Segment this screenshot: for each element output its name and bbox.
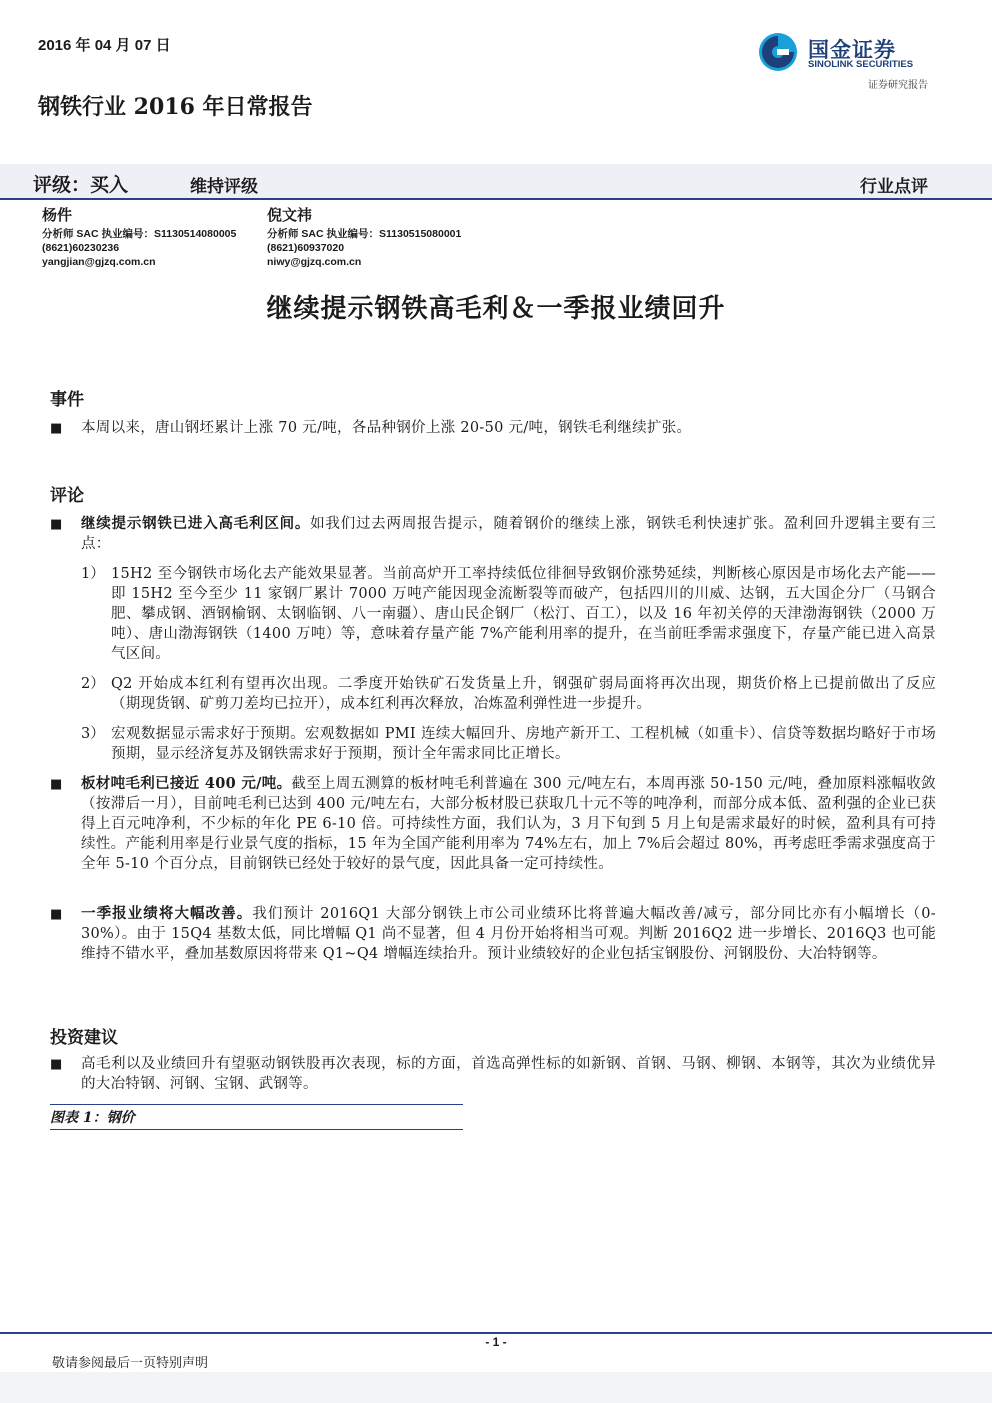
disclaimer-link[interactable]: 敬请参阅最后一页特别声明 bbox=[52, 1356, 209, 1371]
advice-paragraph: 高毛利以及业绩回升有望驱动钢铁股再次表现，标的方面，首选高弹性标的如新钢、首钢、马钢、柳钢、本钢等，其次为业绩优异的大冶特钢、河钢、宝钢、武钢等。 bbox=[81, 1056, 936, 1092]
headline: 继续提示钢铁高毛利＆一季报业绩回升 bbox=[266, 294, 726, 324]
comment-paragraph-1 bbox=[81, 514, 936, 554]
rating-divider bbox=[0, 198, 992, 200]
list-item: Q2 开始成本红利有望再次出现。二季度开始铁矿石发货量上升，钢强矿弱局面将再次出现，期货价格上已提前做出了反应（期现货钢、矿剪刀差均已拉开），成本红利再次释放，冶炼盈利弹性进一步提升。 bbox=[111, 676, 936, 712]
analyst-email[interactable]: yangjian@gjzq.com.cn bbox=[42, 256, 156, 268]
footer-band bbox=[0, 1372, 992, 1403]
page-number: - 1 - bbox=[485, 1335, 507, 1349]
report-category: 行业点评 bbox=[860, 177, 928, 197]
bullet-icon: ■ bbox=[50, 421, 63, 436]
list-item-number: 2） bbox=[81, 676, 105, 692]
paragraph-lead: 继续提示钢铁已进入高毛利区间。 bbox=[81, 515, 311, 532]
event-paragraph: 本周以来，唐山钢坯累计上涨 70 元/吨，各品种钢价上涨 20-50 元/吨，钢铁毛利继续扩张。 bbox=[81, 420, 692, 436]
analyst-name: 倪文祎 bbox=[267, 206, 313, 224]
analyst-name: 杨件 bbox=[42, 206, 73, 224]
list-item: 宏观数据显示需求好于预期。宏观数据如 PMI 连续大幅回升、房地产新开工、工程机械（如重卡）、信贷等数据均略好于市场预期，显示经济复苏及钢铁需求好于预期，预计全年需求同比正增长。 bbox=[111, 726, 936, 762]
report-date: 2016 年 04 月 07 日 bbox=[38, 37, 171, 54]
comment-paragraph-2 bbox=[81, 774, 936, 874]
footer-divider bbox=[0, 1332, 992, 1334]
bullet-icon: ■ bbox=[50, 907, 63, 922]
section-heading-event: 事件 bbox=[50, 390, 84, 410]
analyst-card bbox=[42, 208, 236, 269]
figure-rule-top bbox=[50, 1104, 463, 1105]
bullet-icon: ■ bbox=[50, 1057, 63, 1072]
section-heading-comment: 评论 bbox=[50, 486, 84, 506]
report-title: 钢铁行业 2016 年日常报告 bbox=[38, 94, 313, 120]
analyst-card bbox=[267, 208, 461, 269]
list-item-number: 3） bbox=[81, 726, 105, 742]
figure-rule-bottom bbox=[50, 1129, 463, 1130]
paragraph-text: 截至上周五测算的板材吨毛利普遍在 300 元/吨左右，本周再涨 50-150 元/吨，叠加原料涨幅收敛（按滞后一月），目前吨毛利已达到 400 元/吨左右，大部分板材股已获取几十元不等的吨净利，而部分成本低、盈利强的企业已获得上百元吨净利，不少标的年化 PE 6-10 倍。可持续性方面，我们认为，3 月下旬到 5 月上旬是需求最好的时候，盈利具有可持续性。产能利用率是行业景气度的指标，15 年为全国产能利用率为 74%左右，加上 7%后会超过 80%，再考虑旺季需求强度高于全年 5-10 个百分点，目前钢铁已经处于较好的景气度，因此具备一定可持续性。 bbox=[81, 776, 936, 872]
rating-label: 评级：买入 bbox=[33, 174, 129, 196]
comment-paragraph-3 bbox=[81, 904, 936, 964]
analyst-cert: 分析师 SAC 执业编号：S1130514080005 bbox=[42, 228, 237, 240]
analyst-cert: 分析师 SAC 执业编号：S1130515080001 bbox=[267, 228, 462, 240]
analyst-phone: (8621)60230236 bbox=[42, 242, 120, 254]
bullet-icon: ■ bbox=[50, 517, 63, 532]
maintain-rating-label: 维持评级 bbox=[190, 177, 258, 197]
section-heading-advice: 投资建议 bbox=[50, 1028, 118, 1048]
rating-bar bbox=[0, 164, 992, 198]
analyst-phone: (8621)60937020 bbox=[267, 242, 345, 254]
research-label: 证券研究报告 bbox=[868, 80, 928, 91]
paragraph-text: 我们预计 2016Q1 大部分钢铁上市公司业绩环比将普遍大幅改善/减亏，部分同比亦有小幅增长（0-30%）。由于 15Q4 基数太低，同比增幅 Q1 尚不显著，但 4 月份开始将相当可观。判断 2016Q2 进一步增长、2016Q3 也可能维持不错水平，叠加基数原因将带来 Q1~Q4 增幅连续抬升。预计业绩较好的企业包括宝钢股份、河钢股份、大冶特钢等。 bbox=[81, 906, 936, 962]
logo-text-cn: 国金证券 bbox=[808, 38, 896, 62]
list-item-number: 1） bbox=[81, 566, 105, 582]
list-item: 15H2 至今钢铁市场化去产能效果显著。当前高炉开工率持续低位徘徊导致钢价涨势延续，判断核心原因是市场化去产能——即 15H2 至今至少 11 家钢厂累计 7000 万吨产能因现金流断裂等而破产，包括四川的川威、达钢，五大国企分厂（马钢合肥、攀成钢、酒钢榆钢、太钢临钢、八一南疆）、唐山民企钢厂（松汀、百工），以及 16 年初关停的天津渤海钢铁（2000 万吨）、唐山渤海钢铁（1400 万吨）等，意味着存量产能 7%产能利用率的提升，在当前旺季需求强度下，存量产能已进入高景气区间。 bbox=[111, 566, 936, 662]
figure-caption: 图表 1：钢价 bbox=[50, 1110, 135, 1126]
paragraph-text: 如我们过去两周报告提示，随着钢价的继续上涨，钢铁毛利快速扩张。盈利回升逻辑主要有三点： bbox=[81, 516, 937, 552]
bullet-icon: ■ bbox=[50, 777, 63, 792]
paragraph-lead: 一季报业绩将大幅改善。 bbox=[81, 905, 253, 922]
logo-text-en: SINOLINK SECURITIES bbox=[808, 59, 914, 70]
paragraph-lead: 板材吨毛利已接近 400 元/吨。 bbox=[81, 775, 292, 792]
analyst-email[interactable]: niwy@gjzq.com.cn bbox=[267, 256, 362, 268]
